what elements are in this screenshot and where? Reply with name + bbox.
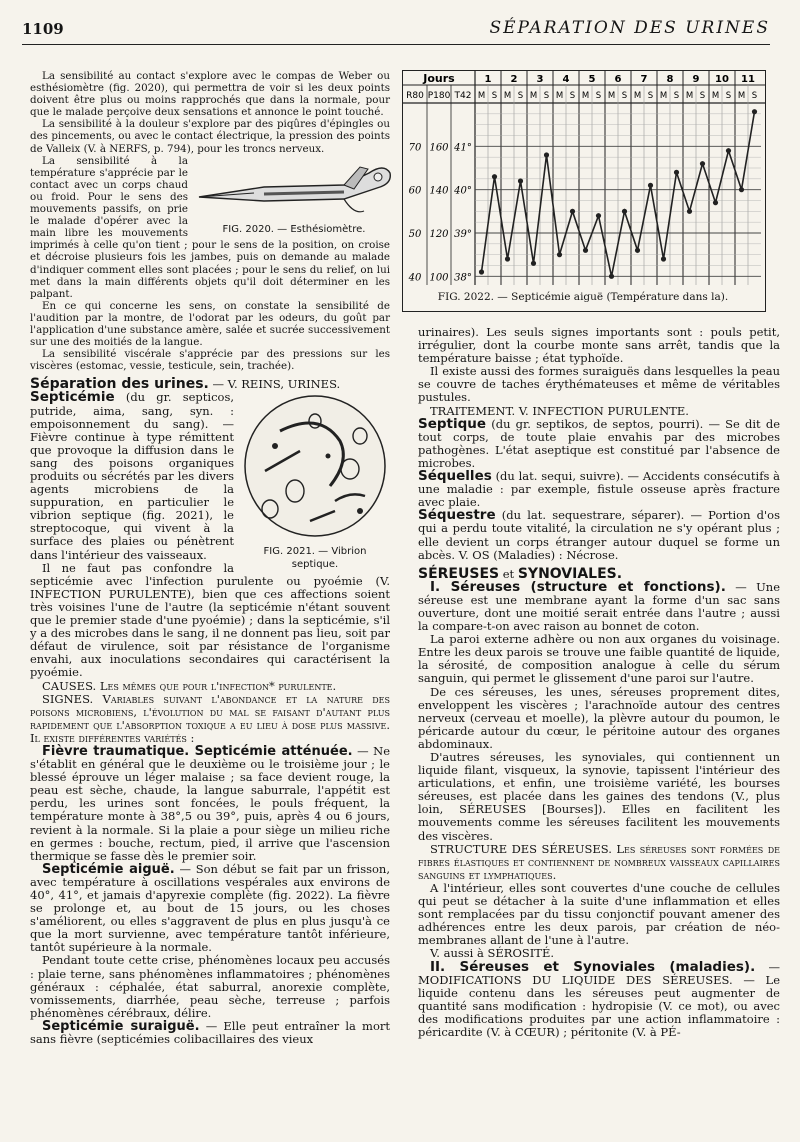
fig-2020 <box>194 155 394 237</box>
sequestre-text: (du lat. sequestrare, séparer). — Portion d'os qui a perdu toute vitalité, la circulation ne s'y opérant plus ; elle devient un corps étranger autour duquel se forme un abcès. V. OS (Maladies) : Nécrose. <box>418 508 781 562</box>
time-label: M <box>529 91 538 101</box>
esthesiometre-illustration <box>194 155 394 221</box>
time-label: M <box>659 91 668 101</box>
temperature-point <box>518 178 523 183</box>
temperature-point <box>700 161 705 166</box>
fig-2022-caption: FIG. 2022. — Septicémie aiguë (Température dans la). <box>437 291 729 303</box>
time-label: M <box>737 91 746 101</box>
temperature-point <box>583 248 588 253</box>
separation-ref: — V. REINS, URINES. <box>212 377 341 392</box>
paragraph: La paroi externe adhère ou non aux organes du voisinage. Entre les deux parois se trouve une faible quantité de liquide, la sérosité, de composition analogue à celle du sérum sanguin, qui permet le glissement d'une paroi sur l'autre. <box>418 632 780 686</box>
fievre-term: Fièvre traumatique. Septicémie atténuée. <box>42 743 353 759</box>
paragraph: D'autres séreuses, les synoviales, qui contiennent un liquide filant, visqueux, la synovie, tapissent l'intérieur des articulations, et enfin, une troisième variété, les bourses séreuses, est placée dans les gaines des tendons (V., plus loin, SÉREUSES [Bourses]). Elles en facilitent les mouvements comme les séreuses facilitent les mouvements des viscères. <box>418 750 780 843</box>
temperature-point <box>661 256 666 261</box>
aigue-term: Septicémie aiguë. <box>42 861 175 877</box>
paragraph: La sensibilité au contact s'explore avec le compas de Weber ou esthésiomètre (fig. 2020), qui permettra de voir si les deux points doivent être plus ou moins rapprochés que dans la normale, pour que le malade perçoive deux sensations et annonce le point touché. <box>30 70 390 119</box>
fievre-text: — Ne s'établit en général que le deuxième ou le troisième jour ; le blessé éprouve un léger malaise ; sa face devient rouge, la peau est sèche, chaude, la langue saburrale, l'appétit est perdu, les urines sont foncées, le pouls fréquent, la température monte à 38°,5 ou 39°, puis, après 4 ou 6 jours, revient à la normale. Si la plaie a pour siège un milieu riche en germes : bouche, rectum, pied, il arrive que l'ascension thermique se fasse dès le premier soir. <box>30 743 390 863</box>
tick-label: 70 <box>408 142 422 154</box>
sensibilite-section <box>30 70 390 372</box>
right-column <box>418 326 780 1039</box>
paragraph: La sensibilité à la douleur s'explore par des piqûres d'épingles ou des pincements, ou avec le contact électrique, la pression des points de Valleix (V. à NERFS, p. 794), pour les troncs nerveux. <box>30 118 390 155</box>
paragraph: De ces séreuses, les unes, séreuses proprement dites, enveloppent les viscères ; l'arachnoïde autour des centres nerveux (cerveau et moelle), la plèvre autour du poumon, le péricarde autour du cœur, le péritoine autour des organes abdominaux. <box>418 684 780 751</box>
temperature-point <box>492 174 497 179</box>
septicemie-text: (du gr. septicos, putride, aima, sang, syn. : empoisonnement du sang). — Fièvre continue à type rémittent que provoque la diffusion dans le sang des poisons organiques produits ou sécrétés par les divers agents microbiens de la suppuration, en particulier le vibrion septique (fig. 2021), le streptocoque, qui vivent à la surface des plaies ou pénètrent dans l'intérieur des vaisseaux. <box>30 390 234 562</box>
tick-label: 40° <box>454 185 472 197</box>
day-label: 6 <box>614 74 622 85</box>
time-label: S <box>569 91 576 101</box>
paragraph: Pendant toute cette crise, phénomènes locaux peu accusés : plaie terne, sans phénomènes inflammatoires ; phénomènes généraux : céphalée, état saburral, anorexie complète, vomissements, diarrhée, peau sèche, terreuse ; parfois phénomènes cérébraux, délire. <box>30 953 390 1020</box>
day-label: 1 <box>484 74 492 85</box>
tick-label: 41° <box>454 142 472 154</box>
time-label: S <box>543 91 550 101</box>
tick-label: 140 <box>429 185 449 197</box>
vibrion-septique-illustration <box>240 391 390 541</box>
signes-paragraph: SIGNES. Variables suivant l'abondance et la nature des poisons microbiens, l'évolution du mal se faisant d'autant plus rapidement que l'absorption toxique a eu lieu à dose plus massive. Il existe différentes variétés : <box>30 691 390 745</box>
time-label: S <box>673 91 680 101</box>
running-title: SÉPARATION DES URINES <box>489 18 770 38</box>
time-label: M <box>555 91 564 101</box>
s1-entry <box>418 578 780 634</box>
tick-label: 60 <box>408 185 422 197</box>
paragraph: En ce qui concerne les sens, on constate la sensibilité de l'audition par la montre, de l'odorat par les odeurs, du goût par l'application d'une substance amère, salée et sucrée successivement sur une des moitiés de la langue. <box>30 299 390 349</box>
septique-term: Septique <box>418 415 487 432</box>
s1-text: — Une séreuse est une membrane ayant la forme d'un sac sans ouverture, dont une moitié serait entrée dans l'autre ; aussi la compare-t-on avec raison au bonnet de coton. <box>418 579 780 634</box>
scale-header-P180: P180 <box>427 91 451 101</box>
tick-label: 160 <box>429 142 449 154</box>
time-label: S <box>517 91 524 101</box>
temperature-point <box>648 183 653 188</box>
fievre-entry <box>30 745 390 863</box>
time-label: S <box>647 91 654 101</box>
temperature-point <box>752 109 757 114</box>
temperature-point <box>570 209 575 214</box>
paragraph: Il existe aussi des formes suraiguës dans lesquelles la peau se couvre de taches érythémateuses et même de véritables pustules. <box>418 364 780 405</box>
structure-paragraph: STRUCTURE DES SÉREUSES. Les séreuses sont formées de fibres élastiques et contiennent de nombreux vaisseaux capillaires sanguins et lymphatiques. <box>418 841 780 882</box>
suraigue-entry <box>30 1020 390 1046</box>
time-label: S <box>621 91 628 101</box>
separation-heading: Séparation des urines. <box>30 376 209 393</box>
tick-label: 100 <box>429 272 449 284</box>
temperature-point <box>635 248 640 253</box>
time-label: M <box>607 91 616 101</box>
tick-label: 40 <box>408 272 422 284</box>
day-label: 2 <box>510 74 518 85</box>
tick-label: 39° <box>454 229 472 240</box>
septicemie-term: Septicémie <box>30 389 115 406</box>
fig-2020-caption: FIG. 2020. — Esthésiomètre. <box>222 223 366 235</box>
time-label: M <box>477 91 486 101</box>
temperature-point <box>622 209 627 214</box>
scale-header-R80: R80 <box>406 91 424 101</box>
sequelles-term: Séquelles <box>418 468 492 485</box>
sequelles-text: (du lat. sequi, suivre). — Accidents consécutifs à une maladie : par exemple, fistule osseuse après fracture avec plaie. <box>418 469 780 510</box>
left-column <box>30 70 390 1046</box>
scale-header-T42: T42 <box>454 91 472 101</box>
temperature-point <box>557 252 562 257</box>
time-label: S <box>699 91 706 101</box>
day-label: 10 <box>715 74 729 85</box>
time-label: S <box>725 91 732 101</box>
time-label: M <box>581 91 590 101</box>
time-label: S <box>491 91 498 101</box>
paragraph: A l'intérieur, elles sont couvertes d'une couche de cellules qui peut se détacher à la suite d'une inflammation et elles sont remplacées par du tissu conjonctif pouvant amener des adhérences entre les deux parois, par création de néo-membranes allant de l'une à l'autre. <box>418 880 780 948</box>
time-label: S <box>595 91 602 101</box>
suraigue-term: Septicémie suraiguë. <box>42 1018 200 1034</box>
temperature-chart-svg <box>403 71 765 289</box>
s1-heading: I. Séreuses (structure et fonctions). <box>430 578 726 595</box>
causes-paragraph: CAUSES. Les mêmes que pour l'infection* purulente. <box>42 678 337 693</box>
septique-text: (du gr. septikos, de septos, pourri). — Se dit de tout corps, de toute plaie envahis par des microbes pathogènes. L'état aseptique est constitué par l'absence de microbes. <box>418 416 780 470</box>
serosite-ref: V. aussi à SÉROSITÉ. <box>430 946 555 961</box>
time-label: S <box>751 91 758 101</box>
day-label: 11 <box>741 74 755 85</box>
paragraph: La sensibilité à la température s'apprécie par le contact avec un corps chaud ou froid. Pour le sens des mouvements passifs, on prie le malade d'opérer avec la main libre les mouvements imprimés à celle qu'on tient ; pour le sens de la position, on croise et décroise plusieurs fois les jambes, puis on demande au malade d'indiquer comment elles sont placées ; pour le sens du relief, on lui met dans la main différents objets qu'il doit déterminer en les palpant. <box>30 154 390 300</box>
time-label: M <box>633 91 642 101</box>
tick-label: 38° <box>454 272 472 284</box>
sequestre-entry <box>418 509 780 561</box>
tick-label: 50 <box>408 229 422 240</box>
x-axis-label: Jours <box>423 72 455 85</box>
temperature-point <box>596 213 601 218</box>
s2-text: — MODIFICATIONS DU LIQUIDE DES SÉREUSES. — Le liquide contenu dans les séreuses peut augmenter de quantité sans modification : hydropisie (V. ce mot), ou avec des modifications produites par une action inflammatoire : péricardite (V. à CŒUR) ; péritonite (V. à PÉ- <box>418 959 780 1039</box>
septique-entry <box>418 415 780 470</box>
temperature-point <box>505 256 510 261</box>
aigue-text: — Son début se fait par un frisson, avec température à oscillations vespérales aux environs de 40°, 41°, et jamais d'apyrexie complète (fig. 2022). La fièvre se prolonge et, au bout de 15 jours, ou les choses s'améliorent, ou elles s'aggravent de plus en plus jusqu'à ce que la mort survienne, avec température tantôt inférieure, tantôt supérieure à la normale. <box>30 861 390 955</box>
temperature-point <box>544 152 549 157</box>
page-number: 1109 <box>22 20 64 38</box>
temperature-chart <box>402 70 766 312</box>
page-header <box>22 18 770 45</box>
temperature-point <box>479 269 484 274</box>
temperature-point <box>726 148 731 153</box>
paragraph: urinaires). Les seuls signes importants sont : pouls petit, irrégulier, dont la courbe monte sans arrêt, tandis que la température baisse ; état typhoïde. <box>418 325 780 366</box>
day-label: 8 <box>666 74 674 85</box>
fig-2021 <box>240 391 390 570</box>
day-label: 4 <box>562 74 570 85</box>
sereuses-heading-a: SÉREUSES <box>418 565 500 582</box>
temperature-point <box>609 274 614 279</box>
fig-2021-caption: FIG. 2021. — Vibrion septique. <box>263 545 367 570</box>
sereuses-heading-et: et <box>502 566 515 581</box>
tick-label: 120 <box>429 229 449 240</box>
day-label: 5 <box>588 74 596 85</box>
temperature-point <box>739 187 744 192</box>
temperature-point <box>713 200 718 205</box>
s2-entry <box>418 958 780 1040</box>
sequelles-entry <box>418 470 780 509</box>
paragraph: Il ne faut pas confondre la septicémie avec l'infection purulente ou pyoémie (V. INFECTION PURULENTE), bien que ces affections soient très voisines l'une de l'autre (la septicémie n'étant souvent que le premier stade d'une pyoémie) ; dans la septicémie, s'il y a des microbes dans le sang, il ne donnent pas lieu, soit par défaut de virulence, soit par résistance de l'organisme envahi, aux inoculations secondaires qui caractérisent la pyoémie. <box>30 560 390 680</box>
time-label: M <box>685 91 694 101</box>
day-label: 9 <box>692 74 700 85</box>
sereuses-heading-b: SYNOVIALES. <box>517 565 623 582</box>
aigue-entry <box>30 863 390 955</box>
time-label: M <box>711 91 720 101</box>
suraigue-text: — Elle peut entraîner la mort sans fièvre (septicémies colibacillaires des vieux <box>30 1018 390 1047</box>
sequestre-term: Séquestre <box>418 507 496 524</box>
temperature-point <box>674 170 679 175</box>
time-label: M <box>503 91 512 101</box>
day-label: 3 <box>536 74 544 85</box>
traitement-paragraph: TRAITEMENT. V. INFECTION PURULENTE. <box>430 403 689 418</box>
temperature-point <box>687 209 692 214</box>
day-label: 7 <box>640 74 648 85</box>
paragraph: La sensibilité viscérale s'apprécie par des pressions sur les viscères (estomac, vessie, testicule, sein, trachée). <box>30 348 390 373</box>
temperature-point <box>531 261 536 266</box>
s2-heading: II. Séreuses et Synoviales (maladies). <box>430 958 756 975</box>
